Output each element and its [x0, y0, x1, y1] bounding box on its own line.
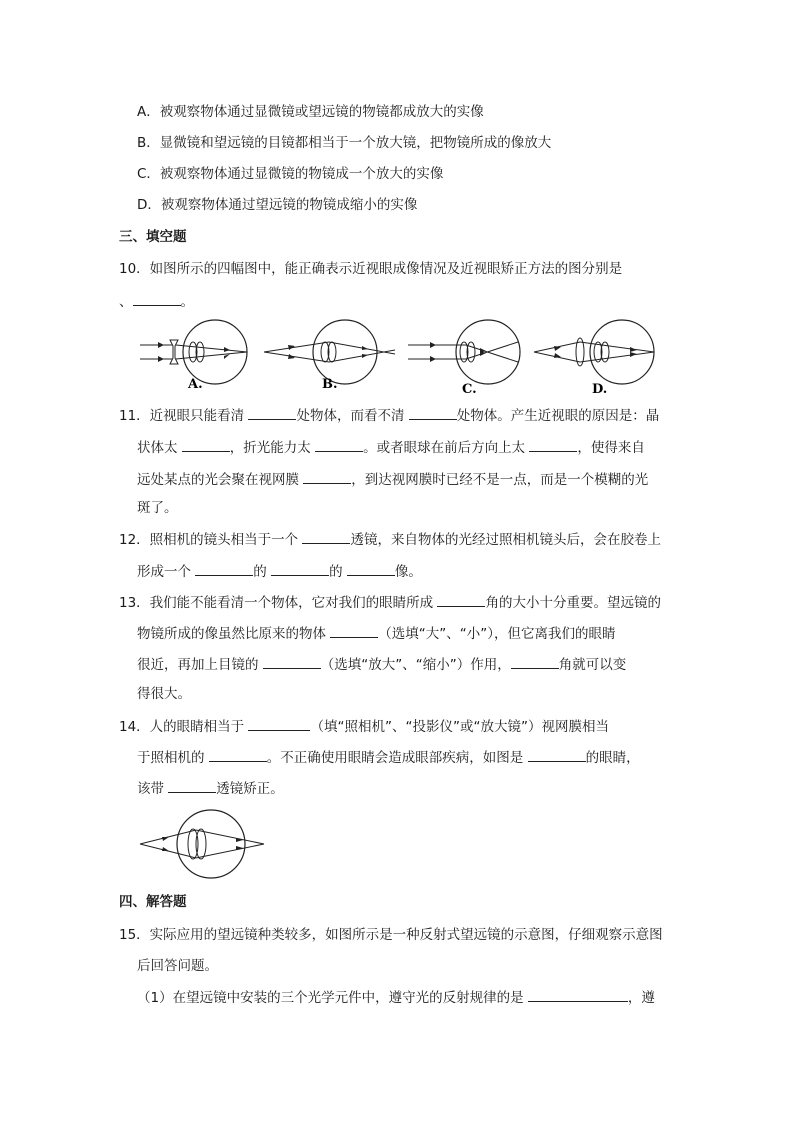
question-13-line4: 得很大。 — [137, 686, 191, 702]
section-heading-fill-in: 三、填空题 — [119, 229, 187, 245]
answer-blank[interactable] — [263, 654, 321, 669]
answer-blank[interactable] — [195, 561, 253, 576]
eye-diagram-a — [140, 320, 247, 392]
question-14-line3: 该带 透镜矫正。 — [137, 778, 284, 799]
answer-blank[interactable] — [347, 561, 395, 576]
diagram-label-b: B. — [322, 377, 338, 392]
answer-blank[interactable] — [409, 405, 457, 420]
question-11-line1: 11．近视眼只能看清 处物体，而看不清 处物体。产生近视眼的原因是：晶 — [119, 405, 659, 426]
question-15-line1: 15．实际应用的望远镜种类较多，如图所示是一种反射式望远镜的示意图，仔细观察示意图 — [119, 927, 663, 943]
option-c: C．被观察物体通过显微镜的物镜成一个放大的实像 — [137, 166, 444, 182]
option-b: B．显微镜和望远镜的目镜都相当于一个放大镜，把物镜所成的像放大 — [137, 135, 552, 151]
diagram-label-c: C. — [462, 382, 477, 396]
answer-blank[interactable] — [315, 437, 363, 452]
answer-blank[interactable] — [248, 405, 296, 420]
answer-blank[interactable] — [529, 437, 577, 452]
question-10-line1: 10．如图所示的四幅图中，能正确表示近视眼成像情况及近视眼矫正方法的图分别是 — [119, 261, 623, 277]
answer-blank[interactable] — [168, 778, 216, 793]
answer-blank[interactable] — [182, 437, 230, 452]
question-13-line2: 物镜所成的像虽然比原来的物体 （选填“大”、“小”），但它离我们的眼睛 — [137, 623, 616, 644]
answer-blank[interactable] — [302, 529, 350, 544]
eye-diagram-q14 — [136, 808, 276, 884]
answer-blank[interactable] — [248, 716, 310, 731]
diagram-label-d: D. — [592, 382, 608, 396]
question-12-line2: 形成一个 的 的 像。 — [137, 561, 422, 582]
answer-blank[interactable] — [133, 291, 181, 306]
question-11-line2: 状体太 ，折光能力太 。或者眼球在前后方向上太 ，使得来自 — [137, 437, 645, 458]
eye-diagrams-q10 — [130, 318, 670, 396]
question-14-line1: 14．人的眼睛相当于 （填“照相机”、“投影仪”或“放大镜”）视网膜相当 — [119, 716, 609, 737]
question-15-line3: （1）在望远镜中安装的三个光学元件中，遵守光的反射规律的是 ，遵 — [137, 987, 655, 1008]
section-heading-answer: 四、解答题 — [119, 894, 187, 910]
eye-diagram-b — [264, 320, 395, 392]
answer-blank[interactable] — [511, 654, 559, 669]
question-13-line1: 13．我们能不能看清一个物体，它对我们的眼睛所成 角的大小十分重要。望远镜的 — [119, 592, 661, 613]
answer-blank[interactable] — [271, 561, 329, 576]
diagram-label-a: A. — [188, 377, 203, 392]
eye-diagram-c — [408, 320, 520, 396]
question-12-line1: 12．照相机的镜头相当于一个 透镜，来自物体的光经过照相机镜头后，会在胶卷上 — [119, 529, 661, 550]
question-11-line3: 远处某点的光会聚在视网膜 ，到达视网膜时已经不是一点，而是一个模糊的光 — [137, 469, 648, 490]
option-a: A．被观察物体通过显微镜或望远镜的物镜都成放大的实像 — [137, 104, 484, 120]
question-15-line2: 后回答问题。 — [137, 958, 218, 974]
answer-blank[interactable] — [437, 592, 485, 607]
option-d: D．被观察物体通过望远镜的物镜成缩小的实像 — [137, 197, 418, 213]
question-13-line3: 很近，再加上目镜的 （选填“放大”、“缩小”）作用， 角就可以变 — [137, 654, 626, 675]
answer-blank[interactable] — [528, 747, 586, 762]
answer-blank[interactable] — [209, 747, 267, 762]
answer-blank[interactable] — [528, 987, 628, 1002]
question-11-line4: 斑了。 — [137, 500, 178, 516]
answer-blank[interactable] — [303, 469, 351, 484]
question-10-line2: 、 。 — [119, 291, 194, 312]
question-14-line2: 于照相机的 。不正确使用眼睛会造成眼部疾病，如图是 的眼睛， — [137, 747, 640, 768]
answer-blank[interactable] — [330, 623, 378, 638]
eye-diagram-d — [534, 320, 654, 396]
